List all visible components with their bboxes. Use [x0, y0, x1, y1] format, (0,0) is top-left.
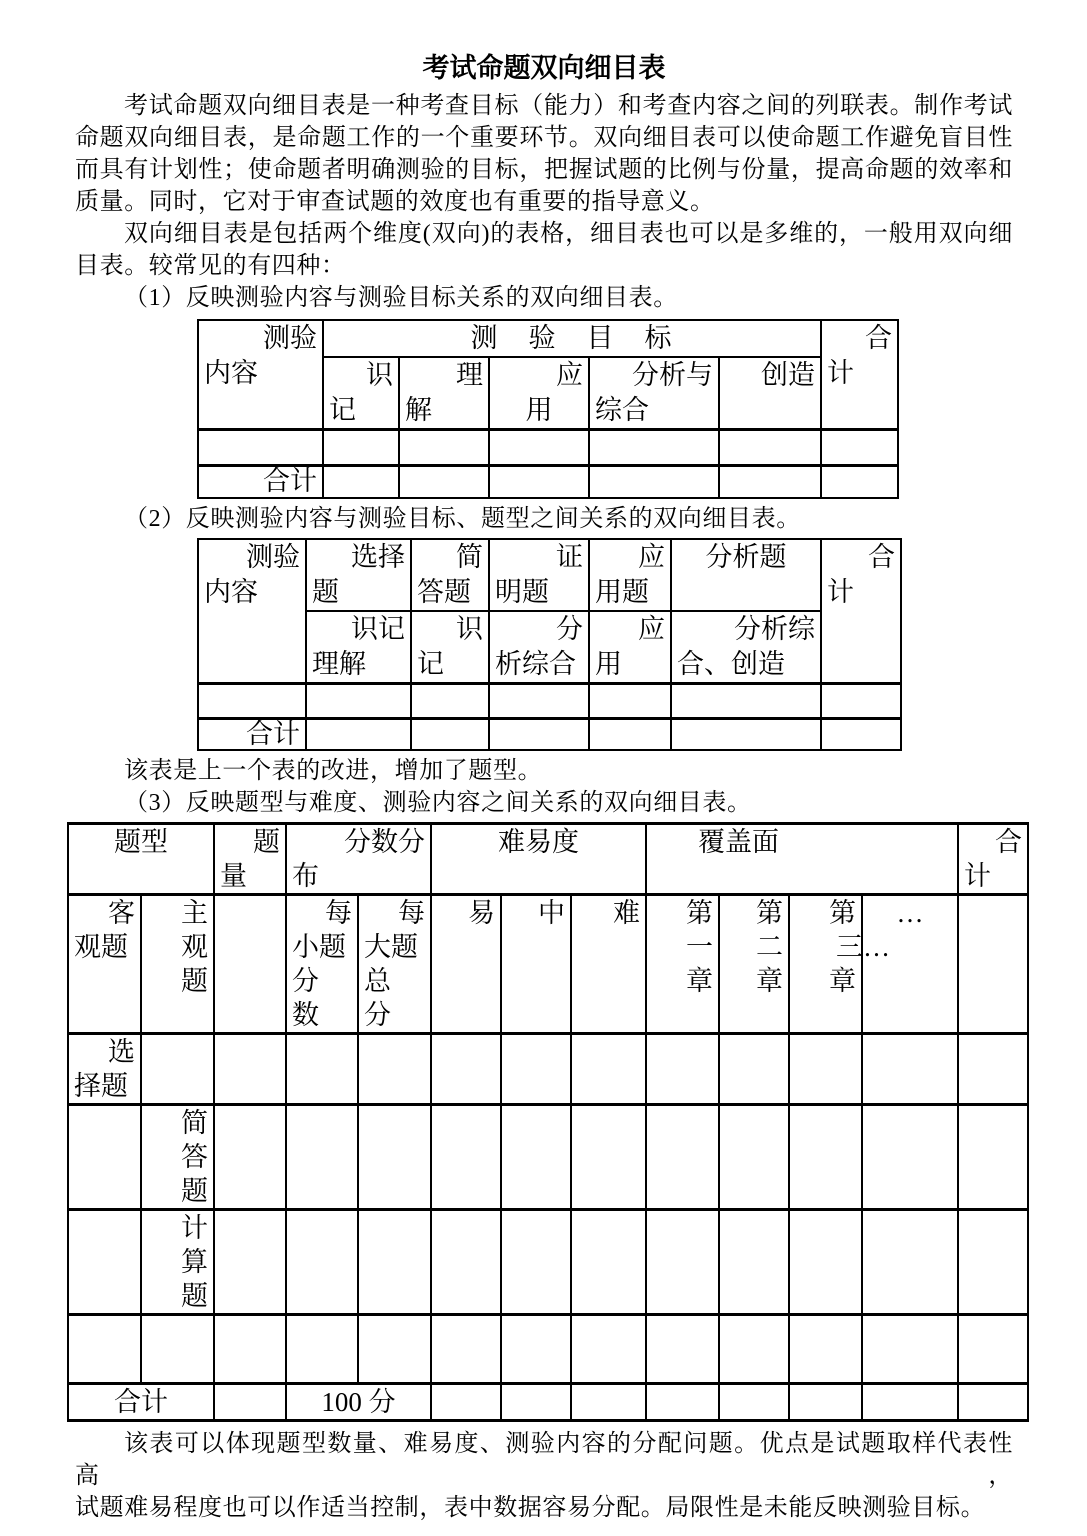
t1-sub-analyze: 分析与 综合	[589, 357, 719, 430]
t3-foot-total-label: 合计	[68, 1383, 214, 1420]
empty-cell	[958, 894, 1028, 1033]
empty-cell	[571, 1104, 646, 1209]
empty-cell	[646, 1104, 719, 1209]
empty-cell	[501, 1033, 571, 1104]
empty-cell	[589, 683, 671, 718]
empty-cell	[358, 1209, 431, 1314]
list-item-1: （1）反映测验内容与测验目标关系的双向细目表。	[124, 285, 678, 311]
empty-cell	[141, 1314, 214, 1383]
empty-cell	[358, 1104, 431, 1209]
paragraph-2	[75, 218, 1013, 282]
t1-sub-memorize: 识 记	[323, 357, 399, 430]
note-table-2: 该表是上一个表的改进，增加了题型。	[124, 757, 543, 784]
t3-sub-chapter-2: 第 二 章	[719, 894, 789, 1033]
empty-cell	[789, 1104, 862, 1209]
empty-cell	[862, 1033, 958, 1104]
empty-cell	[431, 1314, 501, 1383]
t2-sub-analyze-create: 分析综 合、创造	[671, 611, 821, 684]
empty-cell	[789, 1209, 862, 1314]
empty-cell	[862, 1209, 958, 1314]
empty-cell	[719, 466, 821, 498]
t3-sub-subjective: 主 观 题	[141, 894, 214, 1033]
empty-cell	[501, 1104, 571, 1209]
empty-cell	[671, 718, 821, 750]
empty-cell	[719, 1383, 789, 1420]
empty-cell	[821, 718, 901, 750]
paragraph-line: 考试命题双向细目表是一种考查目标（能力）和考查内容之间的列联表。制作考试	[124, 93, 1013, 119]
empty-cell	[141, 1033, 214, 1104]
t3-sub-per-item-score: 每 小题 分 数	[286, 894, 358, 1033]
empty-cell	[719, 1209, 789, 1314]
paragraph-line: 目表。较常见的有四种：	[75, 253, 346, 279]
t1-foot-total-label: 合计	[198, 466, 323, 498]
t1-header-total: 合 计	[821, 320, 898, 430]
list-item-3: （3）反映题型与难度、测验内容之间关系的双向细目表。	[124, 789, 752, 816]
empty-cell	[489, 430, 589, 466]
t3-sub-chapter-3: 第 三… 章	[789, 894, 862, 1033]
empty-cell	[214, 894, 286, 1033]
t3-row-short-answer: 简 答 题	[141, 1104, 214, 1209]
empty-cell	[489, 683, 589, 718]
t3-header-difficulty: 难易度	[431, 823, 646, 894]
t3-sub-medium: 中	[501, 894, 571, 1033]
empty-cell	[214, 1104, 286, 1209]
empty-cell	[358, 1314, 431, 1383]
empty-cell	[214, 1033, 286, 1104]
empty-cell	[399, 466, 489, 498]
table-content-goal-qtype	[197, 538, 902, 751]
empty-cell	[411, 683, 489, 718]
empty-cell	[571, 1209, 646, 1314]
empty-cell	[789, 1314, 862, 1383]
empty-cell	[646, 1209, 719, 1314]
t3-header-count: 题 量	[214, 823, 286, 894]
empty-cell	[306, 718, 411, 750]
t2-sub-analyze-synthesize: 分 析综合	[489, 611, 589, 684]
empty-cell	[719, 1033, 789, 1104]
empty-cell	[719, 1314, 789, 1383]
empty-cell	[789, 1383, 862, 1420]
empty-cell	[431, 1209, 501, 1314]
paragraph-3	[75, 1428, 1013, 1524]
t3-header-total: 合 计	[958, 823, 1028, 894]
empty-cell	[646, 1033, 719, 1104]
empty-cell	[571, 1383, 646, 1420]
empty-cell	[286, 1104, 358, 1209]
empty-cell	[821, 466, 898, 498]
empty-cell	[501, 1209, 571, 1314]
empty-cell	[862, 1383, 958, 1420]
t2-header-content: 测验 内容	[198, 539, 306, 684]
empty-cell	[501, 1314, 571, 1383]
table-qtype-difficulty-coverage	[67, 822, 1029, 1422]
empty-cell	[671, 683, 821, 718]
paragraph-line: 试题难易程度也可以作适当控制，表中数据容易分配。局限性是未能反映测验目标。	[75, 1494, 986, 1521]
paragraph-line: 质量。同时，它对于审查试题的效度也有重要的指导意义。	[75, 189, 715, 215]
empty-cell	[571, 1033, 646, 1104]
empty-cell	[214, 1383, 286, 1420]
empty-cell	[489, 466, 589, 498]
empty-cell	[571, 1314, 646, 1383]
empty-cell	[286, 1314, 358, 1383]
empty-cell	[323, 430, 399, 466]
t1-header-content: 测验 内容	[198, 320, 323, 430]
empty-cell	[821, 683, 901, 718]
empty-cell	[646, 1314, 719, 1383]
t1-header-goal: 测 验 目 标	[323, 320, 821, 357]
t3-foot-total-score: 100 分	[286, 1383, 431, 1420]
t3-header-qtype: 题型	[68, 823, 214, 894]
empty-cell	[862, 1104, 958, 1209]
empty-cell	[214, 1209, 286, 1314]
empty-cell	[286, 1033, 358, 1104]
t2-header-short-answer: 简 答题	[411, 539, 489, 611]
list-item-2: （2）反映测验内容与测验目标、题型之间关系的双向细目表。	[124, 505, 801, 532]
t2-header-total: 合 计	[821, 539, 901, 684]
empty-cell	[589, 430, 719, 466]
t3-row-calculation: 计 算 题	[141, 1209, 214, 1314]
empty-cell	[399, 430, 489, 466]
t3-row-choice: 选 择题	[68, 1033, 141, 1104]
empty-cell	[431, 1033, 501, 1104]
t2-header-choice: 选择 题	[306, 539, 411, 611]
empty-cell	[198, 430, 323, 466]
empty-cell	[411, 718, 489, 750]
empty-cell	[358, 1033, 431, 1104]
empty-cell	[431, 1104, 501, 1209]
empty-cell	[214, 1314, 286, 1383]
paragraph-line: 命题双向细目表，是命题工作的一个重要环节。双向细目表可以使命题工作避免盲目性	[75, 125, 1013, 151]
paragraph-line: 双向细目表是包括两个维度(双向)的表格，细目表也可以是多维的，一般用双向细	[124, 221, 1013, 247]
document-title: 考试命题双向细目表	[422, 53, 666, 83]
empty-cell	[862, 1314, 958, 1383]
empty-cell	[789, 1033, 862, 1104]
empty-cell	[958, 1209, 1028, 1314]
t3-sub-hard: 难	[571, 894, 646, 1033]
empty-cell	[431, 1383, 501, 1420]
t1-sub-apply: 应 用	[489, 357, 589, 430]
empty-cell	[958, 1383, 1028, 1420]
t1-sub-comprehend: 理 解	[399, 357, 489, 430]
t2-sub-apply: 应 用	[589, 611, 671, 684]
empty-cell	[958, 1033, 1028, 1104]
t3-sub-chapter-1: 第 一 章	[646, 894, 719, 1033]
table-content-goal	[197, 319, 899, 499]
empty-cell	[646, 1383, 719, 1420]
empty-cell	[68, 1209, 141, 1314]
empty-cell	[68, 1104, 141, 1209]
t2-foot-total-label: 合计	[198, 718, 306, 750]
empty-cell	[323, 466, 399, 498]
empty-cell	[589, 466, 719, 498]
paragraph-1	[75, 90, 1013, 218]
t3-sub-easy: 易	[431, 894, 501, 1033]
t2-sub-memorize-comprehend: 识记 理解	[306, 611, 411, 684]
empty-cell	[958, 1314, 1028, 1383]
empty-cell	[589, 718, 671, 750]
paragraph-line: 而具有计划性；使命题者明确测验的目标，把握试题的比例与份量，提高命题的效率和	[75, 157, 1013, 183]
empty-cell	[306, 683, 411, 718]
t1-sub-create: 创造	[719, 357, 821, 430]
t2-header-proof: 证 明题	[489, 539, 589, 611]
empty-cell	[958, 1104, 1028, 1209]
t3-sub-objective: 客 观题	[68, 894, 141, 1033]
empty-cell	[719, 430, 821, 466]
t2-sub-memorize: 识 记	[411, 611, 489, 684]
t3-header-score-dist: 分数分 布	[286, 823, 431, 894]
empty-cell	[286, 1209, 358, 1314]
empty-cell	[821, 430, 898, 466]
paragraph-line: 该表可以体现题型数量、难易度、测验内容的分配问题。优点是试题取样代表性高，	[75, 1430, 1013, 1489]
empty-cell	[501, 1383, 571, 1420]
t3-sub-more-chapters: …	[862, 894, 958, 1033]
empty-cell	[68, 1314, 141, 1383]
t3-header-coverage: 覆盖面	[646, 823, 958, 894]
empty-cell	[198, 683, 306, 718]
t2-header-application: 应 用题	[589, 539, 671, 611]
t3-sub-per-section-score: 每 大题 总 分	[358, 894, 431, 1033]
empty-cell	[719, 1104, 789, 1209]
t2-header-analysis: 分析题	[671, 539, 821, 611]
empty-cell	[489, 718, 589, 750]
